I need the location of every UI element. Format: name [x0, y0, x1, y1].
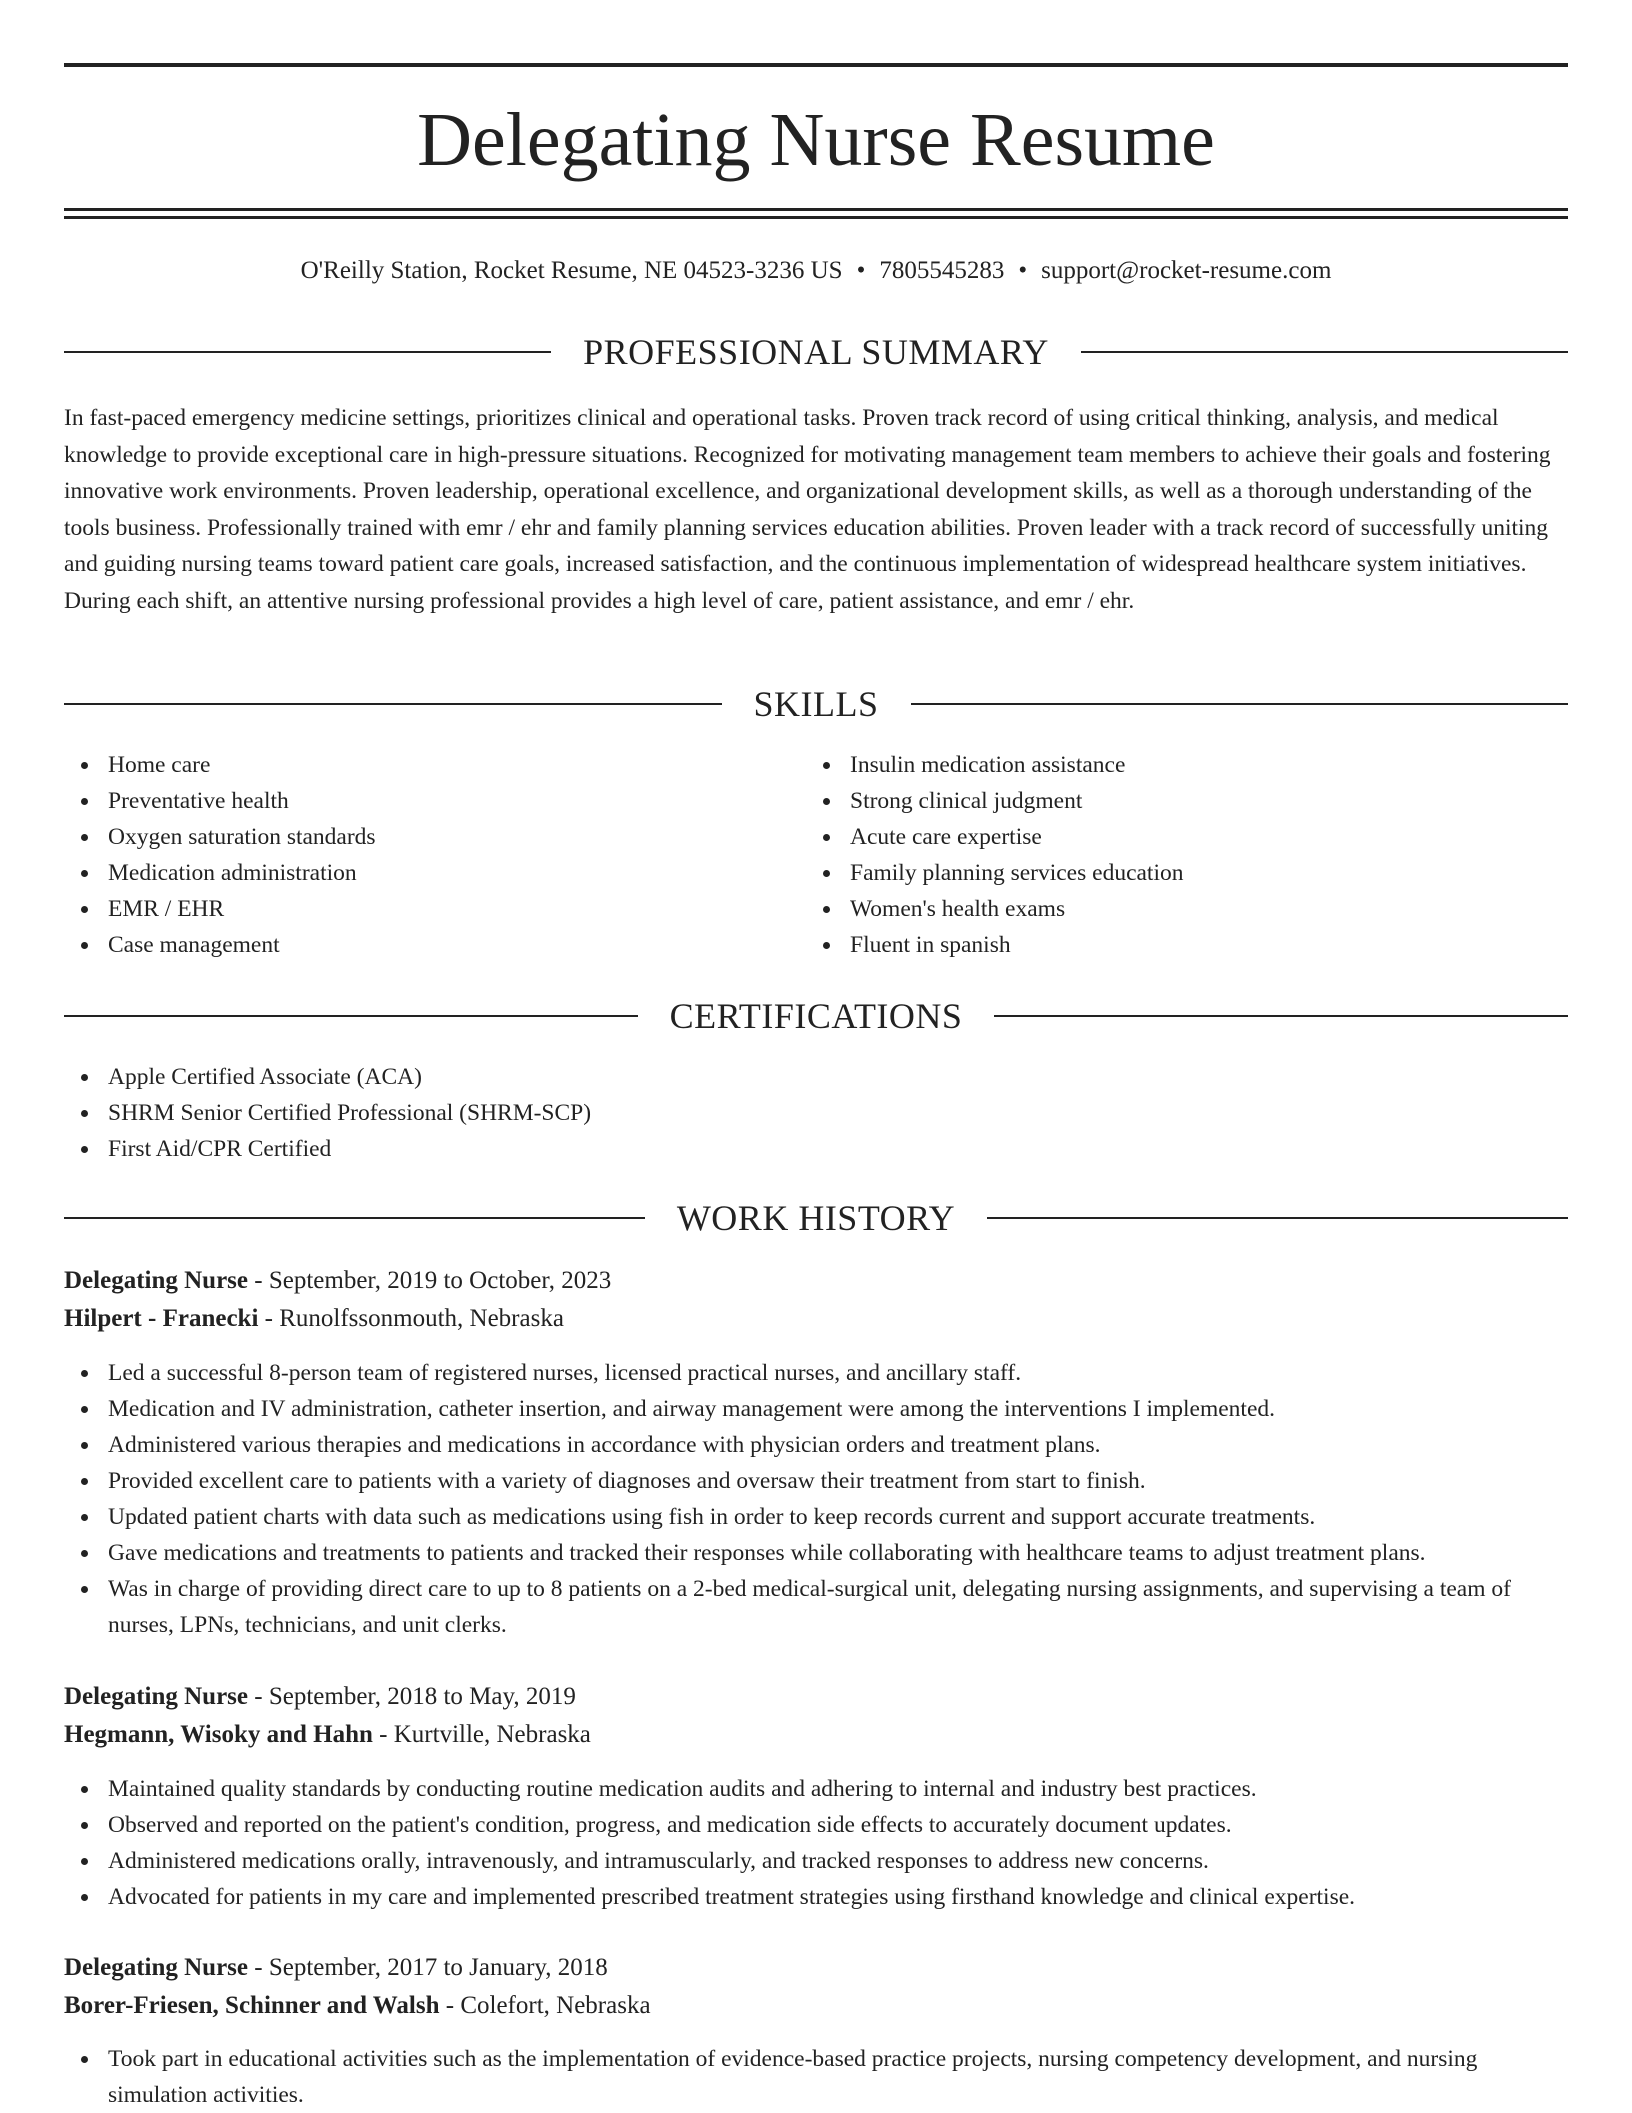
job-bullet: Observed and reported on the patient's condition, progress, and medication side effects to accurately document updates.: [64, 1807, 1568, 1843]
job-title-line: [64, 1950, 1568, 1986]
section-heading-certifications: [64, 994, 1568, 1038]
job-title: Delegating Nurse: [64, 1683, 248, 1710]
job-bullet: Took part in educational activities such as the implementation of evidence-based practice projects, nursing competency development, and nursing simulation activities.: [64, 2041, 1568, 2113]
contact-separator: •: [1018, 257, 1028, 284]
contact-address: O'Reilly Station, Rocket Resume, NE 04523-3236 US: [300, 257, 843, 284]
contact-separator: •: [856, 257, 866, 284]
job-title: Delegating Nurse: [64, 1954, 248, 1981]
page-title: Delegating Nurse Resume: [417, 98, 1215, 182]
job-bullet: Advocated for patients in my care and implemented prescribed treatment strategies using firsthand knowledge and clinical expertise.: [64, 1879, 1568, 1915]
job-bullet-list: [64, 2041, 1568, 2113]
heading-rule: [994, 1015, 1568, 1017]
job-bullet: Medication and IV administration, catheter insertion, and airway management were among the interventions I implemented.: [64, 1391, 1568, 1427]
job-bullet-list: [64, 1771, 1568, 1915]
job-title: Delegating Nurse: [64, 1267, 248, 1294]
job-bullet: Gave medications and treatments to patients and tracked their responses while collaborating with healthcare teams to adjust treatment plans.: [64, 1535, 1568, 1571]
skill-item: Case management: [64, 927, 764, 963]
certification-item: First Aid/CPR Certified: [64, 1131, 1464, 1167]
summary-text: In fast-paced emergency medicine settings, prioritizes clinical and operational tasks. Proven track record of using critical thinking, analysis, and medical knowledge to provide exceptional care in high-pressure situations. Recognized for motivating management team members to achieve their goals and fostering innovative work environments. Proven leadership, operational excellence, and organizational development skills, as well as a thorough understanding of the tools business. Professionally trained with emr / ehr and family planning services education abilities. Proven leader with a track record of successfully uniting and guiding nursing teams toward patient care goals, increased satisfaction, and the continuous implementation of widespread healthcare system initiatives. During each shift, an attentive nursing professional provides a high level of care, patient assistance, and emr / ehr.: [64, 405, 1551, 614]
heading-rule: [64, 1015, 638, 1017]
skill-item: Preventative health: [64, 783, 764, 819]
job-bullet: Updated patient charts with data such as medications using fish in order to keep records current and support accurate treatments.: [64, 1499, 1568, 1535]
heading-rule: [64, 1217, 645, 1219]
certification-item: Apple Certified Associate (ACA): [64, 1059, 1464, 1095]
skill-item: Insulin medication assistance: [806, 747, 1566, 783]
section-heading-work-history: [64, 1196, 1568, 1240]
skill-item: Family planning services education: [806, 855, 1566, 891]
skill-item: Women's health exams: [806, 891, 1566, 927]
job-company-line: [64, 1988, 1568, 2024]
certification-item: SHRM Senior Certified Professional (SHRM-SCP): [64, 1095, 1464, 1131]
header-top-rule: [64, 63, 1568, 67]
job-location: - Runolfssonmouth, Nebraska: [258, 1305, 564, 1332]
heading-rule: [64, 703, 722, 705]
header-double-rule-lower: [64, 216, 1568, 219]
job-company: Borer-Friesen, Schinner and Walsh: [64, 1992, 440, 2019]
job-company-line: [64, 1301, 1568, 1337]
summary-heading: PROFESSIONAL SUMMARY: [583, 332, 1049, 372]
skill-item: Home care: [64, 747, 764, 783]
job-company-line: [64, 1717, 1568, 1753]
skill-item: EMR / EHR: [64, 891, 764, 927]
skills-heading: SKILLS: [753, 684, 879, 724]
job-bullet: Maintained quality standards by conducting routine medication audits and adhering to internal and industry best practices.: [64, 1771, 1568, 1807]
job-location: - Colefort, Nebraska: [439, 1992, 651, 2019]
contact-email: support@rocket-resume.com: [1041, 257, 1332, 284]
job-title-line: [64, 1263, 1568, 1299]
heading-rule: [1081, 351, 1568, 353]
work-history-heading: WORK HISTORY: [676, 1198, 956, 1238]
heading-rule: [911, 703, 1569, 705]
job-bullet: Was in charge of providing direct care to up to 8 patients on a 2-bed medical-surgical unit, delegating nursing assignments, and supervising a team of nurses, LPNs, technicians, and unit clerks.: [64, 1571, 1568, 1643]
job-bullet: Provided excellent care to patients with a variety of diagnoses and oversaw their treatment from start to finish.: [64, 1463, 1568, 1499]
skill-item: Strong clinical judgment: [806, 783, 1566, 819]
contact-line: [64, 254, 1568, 288]
skills-list-left: [64, 747, 764, 963]
job-dates: - September, 2017 to January, 2018: [248, 1954, 608, 1981]
job-dates: - September, 2018 to May, 2019: [248, 1683, 576, 1710]
job-bullet-list: [64, 1355, 1568, 1643]
section-heading-skills: [64, 682, 1568, 726]
job-title-line: [64, 1679, 1568, 1715]
job-bullet: Led a successful 8-person team of registered nurses, licensed practical nurses, and ancillary staff.: [64, 1355, 1568, 1391]
skill-item: Medication administration: [64, 855, 764, 891]
job-bullet: Administered various therapies and medications in accordance with physician orders and treatment plans.: [64, 1427, 1568, 1463]
skills-list-right: [806, 747, 1566, 963]
header-double-rule-upper: [64, 208, 1568, 211]
job-company: Hilpert - Franecki: [64, 1305, 259, 1332]
job-bullet: Administered medications orally, intravenously, and intramuscularly, and tracked responses to address new concerns.: [64, 1843, 1568, 1879]
skill-item: Fluent in spanish: [806, 927, 1566, 963]
heading-rule: [987, 1217, 1568, 1219]
skill-item: Oxygen saturation standards: [64, 819, 764, 855]
section-heading-summary: [64, 330, 1568, 374]
job-dates: - September, 2019 to October, 2023: [248, 1267, 612, 1294]
job-location: - Kurtville, Nebraska: [372, 1721, 591, 1748]
heading-rule: [64, 351, 551, 353]
certifications-heading: CERTIFICATIONS: [669, 996, 963, 1036]
certifications-list: [64, 1059, 1464, 1167]
job-company: Hegmann, Wisoky and Hahn: [64, 1721, 373, 1748]
skill-item: Acute care expertise: [806, 819, 1566, 855]
contact-phone: 7805545283: [879, 257, 1005, 284]
